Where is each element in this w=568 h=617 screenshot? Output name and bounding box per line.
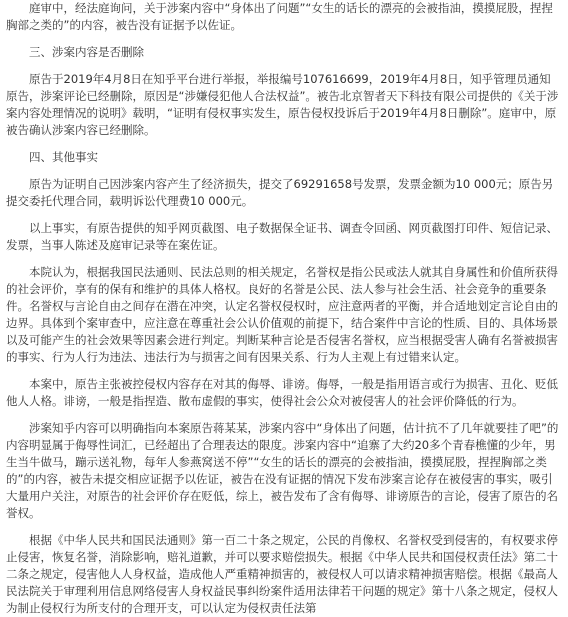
section-heading-other-facts: 四、其他事实 (29, 150, 98, 164)
paragraph-court-opinion: 本院认为，根据我国民法通则、民法总则的相关规定，名誉权是指公民或法人就其自身属性和价值所获得的社会评价，享有的保有和维护的具体人格权。良好的名誉是公民、法人参与社会生活、社会竞争的重要条件。名誉权与言论自由之间存在潜在冲突，认定名誉权侵权时，应注意两者的平衡，并合适地划定言论自由的边界。具体到个案审查中，应注意在尊重社会公认价值观的前提下，结合案件中言论的性质、目的、具体场景以及可能产生的社会效果等因素会进行判定。判断某种言论是否侵害名誉权，应当根据受害人确有名誉被损害的事实、行为人行为违法、违法行为与损害之间有因果关系、行为人主观上有过错来认定。 (6, 265, 558, 364)
paragraph-deletion-facts: 原告于2019年4月8日在知乎平台进行举报，举报编号107616699，2019年4月8日，知乎管理员通知原告，涉案评论已经删除，原因是“涉嫌侵犯他人合法权益”。被告北京智者天下科技有限公司提供的《关于涉案内容处理情况的说明》载明，“证明有侵权事实发生，原告侵权投诉后于2019年4月8日删除”。庭审中，原被告确认涉案内容已经删除。 (6, 72, 559, 137)
paragraph-testimony: 庭审中，经法庭询问，关于涉案内容中“身体出了问题”“女生的话长的漂亮的会被指油，摸摸屁股，捏捏胸部之类的”的内容，被告没有证据予以佐证。 (6, 1, 553, 32)
paragraph-legal-basis: 根据《中华人民共和国民法通则》第一百二十条之规定，公民的肖像权、名誉权受到侵害的，有权要求停止侵害，恢复名誉，消除影响，赔礼道歉，并可以要求赔偿损失。根据《中华人民共和国侵权责任法》第二十二条之规定，侵害他人人身权益，造成他人严重精神损害的，被侵权人可以请求精神损害赔偿。根据《最高人民法院关于审理利用信息网络侵害人身权益民事纠纷案件适用法律若干问题的规定》第十八条之规定，侵权人为制止侵权行为所支付的合理开支，可以认定为侵权责任法第 (6, 533, 558, 615)
paragraph-analysis: 涉案知乎内容可以明确指向本案原告蒋某某，涉案内容中“身体出了问题，估计抗不了几年就要挂了吧”的内容明显属于侮辱性词汇，已经超出了合理表达的限度。涉案内容中“追寨了大约20多个青春樵懂的少年，男生当牛做马，蹦示送礼物，每年人参燕窝送不停”“女生的话长的漂亮的会被指油，摸摸屁股，捏捏胸部之类的”的内容，被告未提交相应证据予以佐证，被告在没有证据的情况下发布涉案言论存在被侵害的事实，吸引大量用户关注，对原告的社会评价存在贬低，综上，被告发布了含有侮辱、诽谤原告的言论，侵害了原告的名誉权。 (6, 421, 559, 520)
paragraph-economic-loss: 原告为证明自己因涉案内容产生了经济损失，提交了69291658号发票，发票金额为10 000元；原告另提交委托代理合同，载明诉讼代理费10 000元。 (6, 177, 554, 208)
paragraph-evidence: 以上事实，有原告提供的知乎网页截图、电子数据保全证书、调查令回函、网页截图打印件、短信记录、发票，当事人陈述及庭审记录等在案佐证。 (6, 221, 558, 252)
paragraph-insult-defamation: 本案中，原告主张被控侵权内容存在对其的侮辱、诽谤。侮辱，一般是指用语言或行为损害、丑化、贬低他人人格。诽谤，一般是指捏造、散布虚假的事实，使得社会公众对被侵害人的社会评价降低的行为。 (6, 377, 558, 408)
section-heading-deletion: 三、涉案内容是否删除 (29, 45, 144, 59)
